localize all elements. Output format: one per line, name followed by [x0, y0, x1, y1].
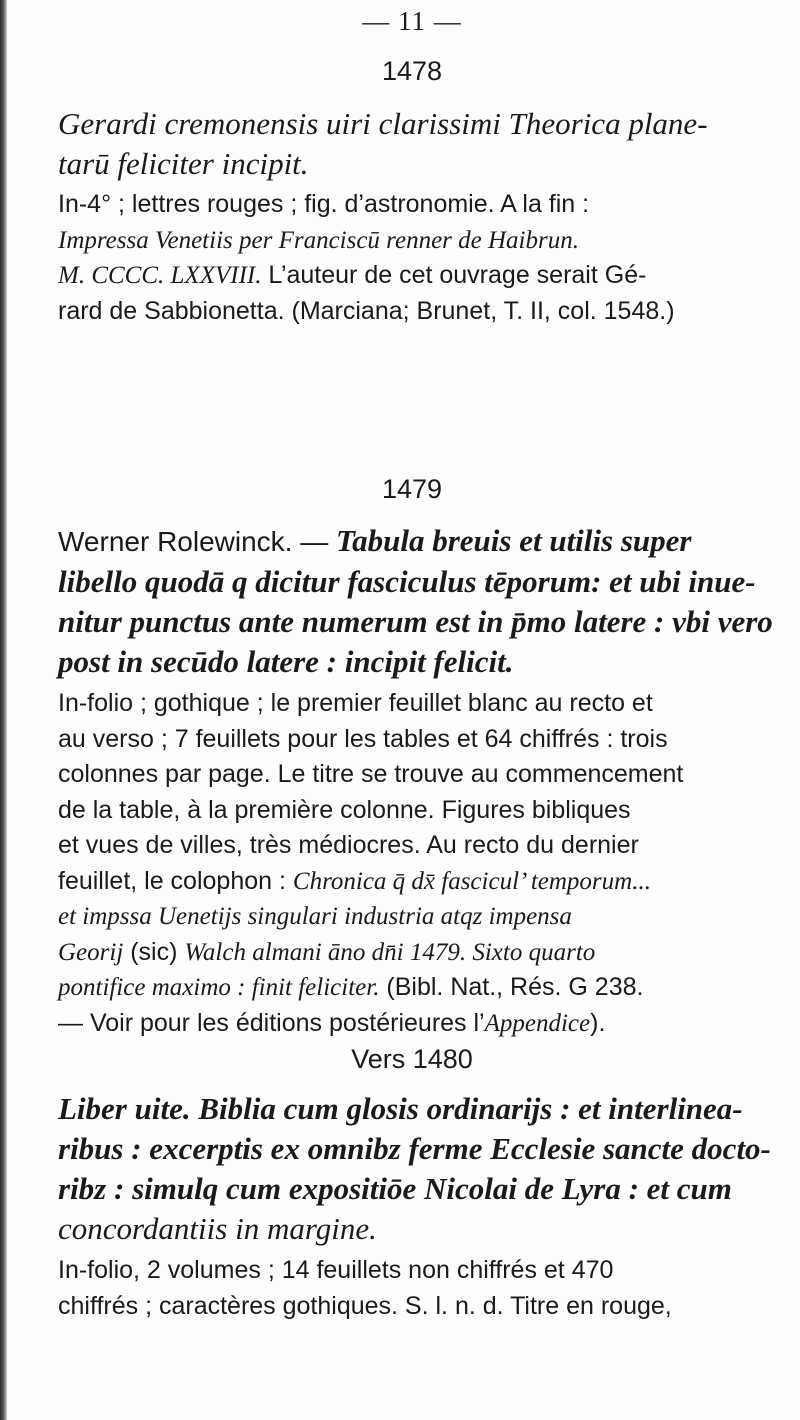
description-line	[58, 258, 766, 294]
roman-text: de la table, à la première colonne. Figures bibliques	[58, 795, 631, 824]
entry-description-1479	[58, 686, 766, 1041]
entry-year-1479: 1479	[381, 474, 443, 504]
title-line	[58, 1209, 766, 1249]
title-text: libello quodā q dicitur fasciculus tēporum: et ubi inue-	[58, 564, 756, 599]
title-text: Liber uite. Biblia cum glosis ordinarijs : et interlinea-	[58, 1091, 743, 1126]
description-line	[58, 828, 766, 864]
roman-text: ).	[590, 1008, 606, 1037]
title-line	[58, 1129, 771, 1169]
page-binding-edge	[0, 0, 7, 1420]
title-line	[58, 642, 766, 682]
description-line	[58, 1006, 766, 1042]
roman-text: chiffrés ; caractères gothiques. S. l. n. d. Titre en rouge,	[58, 1291, 672, 1320]
title-text: concordantiis in margine.	[58, 1211, 377, 1246]
entry-description-vers-1480	[58, 1253, 766, 1324]
roman-text: In-folio, 2 volumes ; 14 feuillets non chiffrés et 470	[58, 1256, 614, 1284]
author-name: Werner Rolewinck. —	[58, 526, 337, 557]
title-text: ribus : excerptis ex omnibz ferme Ecclesie sancte docto-	[58, 1131, 771, 1166]
entry-title-1479	[58, 521, 773, 682]
entry-title-vers-1480	[58, 1089, 771, 1249]
roman-text: colonnes par page. Le titre se trouve au commencement	[58, 760, 684, 788]
description-line	[58, 1253, 766, 1289]
title-line: Gerardi cremonensis uiri clarissimi Theorica plane-	[58, 106, 708, 141]
roman-text: (Bibl. Nat., Rés. G 238.	[379, 973, 644, 1001]
italic-text: Walch almani āno dn̄i 1479. Sixto quarto	[184, 938, 596, 966]
page-number-header: — 11 —	[362, 6, 462, 36]
roman-text: — Voir pour les éditions postérieures l’	[58, 1008, 485, 1037]
italic-text: Impressa Venetiis per Franciscū renner de Haibrun.	[58, 226, 579, 254]
description-line	[58, 722, 766, 758]
description-line	[58, 757, 766, 793]
entry-year-1478: 1478	[381, 56, 443, 86]
italic-text: Chronica q̄ dx̄ fascicul’ temporum...	[292, 867, 651, 895]
italic-text: Appendice	[484, 1009, 591, 1037]
title-line	[58, 1089, 766, 1129]
title-text: Tabula breuis et utilis super	[336, 523, 692, 558]
description-line	[58, 864, 766, 900]
italic-text: et impssa Uenetijs singulari industria atqz impensa	[58, 903, 572, 930]
roman-text: au verso ; 7 feuillets pour les tables et 64 chiffrés : trois	[58, 724, 668, 753]
title-line	[58, 562, 766, 602]
title-text: post in secūdo latere : incipit felicit.	[58, 644, 514, 679]
description-line	[58, 793, 766, 829]
entry-description-1478	[58, 187, 766, 329]
italic-text: Georij	[58, 938, 124, 966]
roman-text: L’auteur de cet ouvrage serait Gé-	[261, 261, 647, 289]
roman-text: In-4° ; lettres rouges ; fig. d’astronomie. A la fin :	[58, 190, 590, 218]
description-line	[58, 970, 766, 1006]
roman-text: In-folio ; gothique ; le premier feuillet blanc au recto et	[58, 689, 653, 717]
title-line: tarū feliciter incipit.	[58, 146, 309, 181]
entry-title-1478	[58, 104, 766, 184]
italic-text: pontifice maximo : finit feliciter.	[58, 974, 380, 1001]
italic-text: M. CCCC. LXXVIII.	[58, 262, 262, 289]
entry-year-vers-1480: Vers 1480	[351, 1044, 473, 1074]
title-text: nitur punctus ante numerum est in p̄mo latere : vbi vero	[58, 604, 773, 639]
title-line	[58, 1169, 766, 1209]
description-line	[58, 187, 766, 223]
roman-text: (sic)	[123, 937, 185, 966]
roman-text: et vues de villes, très médiocres. Au recto du dernier	[58, 831, 639, 859]
title-line	[58, 602, 773, 642]
title-line	[58, 521, 766, 562]
description-line	[58, 686, 766, 722]
description-line	[58, 294, 766, 330]
description-line	[58, 223, 766, 259]
description-line	[58, 935, 766, 971]
description-line	[58, 899, 766, 935]
roman-text: rard de Sabbionetta. (Marciana; Brunet, T. II, col. 1548.)	[58, 296, 675, 325]
description-line	[58, 1289, 766, 1325]
roman-text: feuillet, le colophon :	[58, 866, 293, 895]
title-text: ribz : simulq cum expositiōe Nicolai de Lyra : et cum	[58, 1171, 732, 1206]
